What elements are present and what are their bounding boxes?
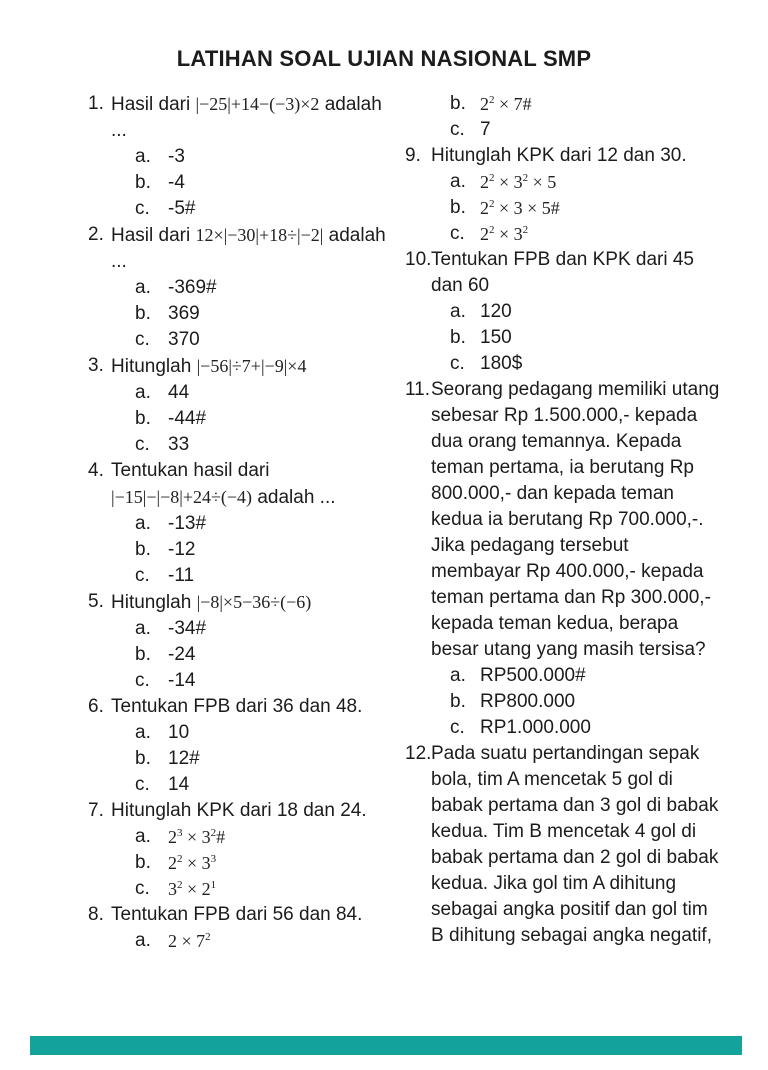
question-2-number: 2.: [88, 224, 104, 245]
option-label: c.: [450, 223, 465, 244]
question-6-option-a: [111, 720, 389, 746]
option-label: a.: [450, 171, 466, 192]
question-8-continued: [405, 91, 721, 143]
lead-text: Hasil dari: [111, 225, 196, 246]
option-label: c.: [135, 565, 150, 586]
option-label: c.: [135, 329, 150, 350]
question-11-option-b: [431, 689, 721, 715]
question-7-number: 7.: [88, 800, 104, 821]
option-value-math: $2 \times 7^2$: [168, 931, 211, 951]
question-2-option-c: [111, 327, 389, 353]
option-label: a.: [135, 382, 151, 403]
option-label: b.: [135, 748, 151, 769]
option-label: b.: [135, 408, 151, 429]
option-label: b.: [135, 852, 151, 873]
question-5-number: 5.: [88, 591, 104, 612]
question-7: [88, 798, 389, 902]
question-7-option-b: [111, 850, 389, 876]
option-label: b.: [135, 644, 151, 665]
option-value: RP1.000.000: [480, 717, 591, 738]
question-10: [405, 247, 721, 377]
option-value: 33: [168, 434, 190, 455]
question-5-option-a: [111, 616, 389, 642]
option-value: 44: [168, 382, 190, 403]
page-title: LATIHAN SOAL UJIAN NASIONAL SMP: [176, 46, 592, 71]
question-4-option-b: [111, 537, 389, 563]
option-value: 120: [480, 301, 512, 322]
option-label: c.: [135, 878, 150, 899]
question-5-option-c: [111, 668, 389, 694]
question-2-option-a: [111, 275, 389, 301]
question-1-option-a: [111, 144, 389, 170]
option-label: b.: [450, 93, 466, 114]
math-expression: |−8|×5−36÷(−6): [196, 592, 312, 612]
question-10-option-c: [431, 351, 721, 377]
question-8-option-c: [431, 117, 721, 143]
question-4-text-line1: Tentukan hasil dari: [111, 460, 270, 481]
option-value: -34#: [168, 618, 207, 639]
question-11-text: Seorang pedagang memiliki utang sebesar Rp 1.500.000,- kepada dua orang temannya. Kepada teman pertama, ia berutang Rp 800.000,- dan kepada teman kedua ia berutang Rp 700.000,-. Jika pedagang tersebut membayar Rp 400.000,- kepada teman pertama dan Rp 300.000,- kepada teman kedua, berapa besar utang yang masih tersisa?: [431, 379, 720, 660]
ellipsis: ...: [111, 251, 127, 272]
lead-text: Hitunglah: [111, 356, 197, 377]
option-value: 370: [168, 329, 200, 350]
option-value: 14: [168, 774, 190, 795]
question-8-text: Tentukan FPB dari 56 dan 84.: [111, 904, 363, 925]
option-value-math: $2^3$ × $3^2\#$: [168, 827, 226, 847]
question-11: [405, 377, 721, 741]
right-column: [405, 91, 721, 954]
question-2-text: [111, 222, 389, 249]
document-page: [0, 46, 768, 1070]
question-10-option-b: [431, 325, 721, 351]
option-value-math: $2^2 \times 3^2$: [480, 224, 529, 244]
question-4-number: 4.: [88, 460, 104, 481]
question-3-number: 3.: [88, 355, 104, 376]
question-6-number: 6.: [88, 696, 104, 717]
option-value: RP800.000: [480, 691, 576, 712]
option-label: c.: [450, 717, 465, 738]
option-value-math: $2^2 \times 3$ × 5#: [480, 198, 560, 218]
option-label: c.: [135, 670, 150, 691]
question-10-text: Tentukan FPB dan KPK dari 45 dan 60: [431, 249, 694, 296]
lead-text: Hasil dari: [111, 94, 196, 115]
option-value: 180$: [480, 353, 523, 374]
question-4: [88, 458, 389, 589]
exam-body: [0, 91, 768, 954]
option-value: -3: [168, 146, 185, 167]
question-4-text-line2: [111, 484, 389, 511]
question-4-option-c: [111, 563, 389, 589]
option-label: c.: [135, 198, 150, 219]
option-value-math: $2^2 \times 3^3$: [168, 853, 217, 873]
option-label: a.: [135, 146, 151, 167]
math-expression: |−25|+14−(−3)×2: [195, 94, 320, 114]
question-12-text: Pada suatu pertandingan sepak bola, tim A mencetak 5 gol di babak pertama dan 3 gol di babak kedua. Tim B mencetak 4 gol di babak pertama dan 2 gol di babak kedua. Jika gol tim A dihitung sebagai angka positif dan gol tim B dihitung sebagai angka negatif,: [431, 743, 719, 946]
option-value: 369: [168, 303, 200, 324]
question-6-option-b: [111, 746, 389, 772]
option-label: a.: [135, 618, 151, 639]
question-9-option-c: [431, 221, 721, 247]
question-7-text: Hitunglah KPK dari 18 dan 24.: [111, 800, 367, 821]
option-label: b.: [450, 327, 466, 348]
lead-text: Hitunglah: [111, 592, 197, 613]
question-11-option-c: [431, 715, 721, 741]
question-9-number: 9.: [405, 145, 421, 166]
option-label: c.: [135, 774, 150, 795]
question-10-number: 10.: [405, 249, 432, 270]
math-expression: |−56|÷7+|−9|×4: [196, 356, 307, 376]
question-2-option-b: [111, 301, 389, 327]
option-label: b.: [135, 303, 151, 324]
option-label: b.: [450, 691, 466, 712]
option-label: c.: [135, 434, 150, 455]
question-3-text: [111, 353, 389, 380]
option-label: b.: [135, 172, 151, 193]
option-value-math: $2^2 \times 3^2 \times 5$: [480, 172, 557, 192]
question-6-text: Tentukan FPB dari 36 dan 48.: [111, 696, 363, 717]
option-value: -13#: [168, 513, 207, 534]
question-1-option-b: [111, 170, 389, 196]
option-label: c.: [450, 353, 465, 374]
option-label: a.: [135, 826, 151, 847]
question-10-option-a: [431, 299, 721, 325]
question-8-option-b: [431, 91, 721, 117]
math-expression: |−15|−|−8|+24÷(−4): [111, 487, 253, 507]
tail-text: adalah ...: [252, 487, 336, 508]
option-value: -369#: [168, 277, 217, 298]
question-3-option-b: [111, 406, 389, 432]
option-label: a.: [450, 301, 466, 322]
option-label: c.: [450, 119, 465, 140]
tail-text: adalah: [323, 225, 386, 246]
question-5: [88, 589, 389, 694]
question-1-option-c: [111, 196, 389, 222]
question-1-text: [111, 91, 389, 118]
question-5-text: [111, 589, 389, 616]
question-11-number: 11.: [405, 379, 431, 400]
question-9-option-b: [431, 195, 721, 221]
question-7-option-c: [111, 876, 389, 902]
question-3-option-c: [111, 432, 389, 458]
question-6: [88, 694, 389, 798]
question-6-option-c: [111, 772, 389, 798]
option-label: a.: [135, 277, 151, 298]
ellipsis: ...: [111, 120, 127, 141]
option-value: -4: [168, 172, 185, 193]
question-9-text: Hitunglah KPK dari 12 dan 30.: [431, 145, 687, 166]
option-value: RP500.000#: [480, 665, 586, 686]
math-expression: 12×|−30|+18÷|−2|: [195, 225, 324, 245]
option-value-math: $2^2$ × 7#: [480, 94, 532, 114]
question-8-number: 8.: [88, 904, 104, 925]
question-12-number: 12.: [405, 743, 432, 764]
option-value: -24: [168, 644, 196, 665]
question-8: [88, 902, 389, 954]
question-12: [405, 741, 721, 949]
option-value: 10: [168, 722, 190, 743]
left-column: [88, 91, 389, 954]
option-label: a.: [135, 722, 151, 743]
question-5-option-b: [111, 642, 389, 668]
question-4-option-a: [111, 511, 389, 537]
question-11-option-a: [431, 663, 721, 689]
footer-bar: [30, 1036, 742, 1055]
option-label: a.: [450, 665, 466, 686]
tail-text: adalah: [319, 94, 382, 115]
option-value: -14: [168, 670, 196, 691]
option-value: -5#: [168, 198, 196, 219]
question-9-option-a: [431, 169, 721, 195]
question-3-option-a: [111, 380, 389, 406]
question-2: [88, 222, 389, 353]
question-3: [88, 353, 389, 458]
question-9: [405, 143, 721, 247]
option-value: 7: [480, 119, 491, 140]
question-8-option-a: [111, 928, 389, 954]
option-label: a.: [135, 930, 151, 951]
option-value: -12: [168, 539, 196, 560]
option-label: b.: [135, 539, 151, 560]
option-value: 12#: [168, 748, 200, 769]
option-label: b.: [450, 197, 466, 218]
question-1: [88, 91, 389, 222]
question-1-number: 1.: [88, 93, 104, 114]
option-value: -44#: [168, 408, 207, 429]
question-7-option-a: [111, 824, 389, 850]
option-value: 150: [480, 327, 512, 348]
option-label: a.: [135, 513, 151, 534]
option-value-math: $3^2 \times 2^1$: [168, 879, 217, 899]
option-value: -11: [168, 565, 195, 586]
